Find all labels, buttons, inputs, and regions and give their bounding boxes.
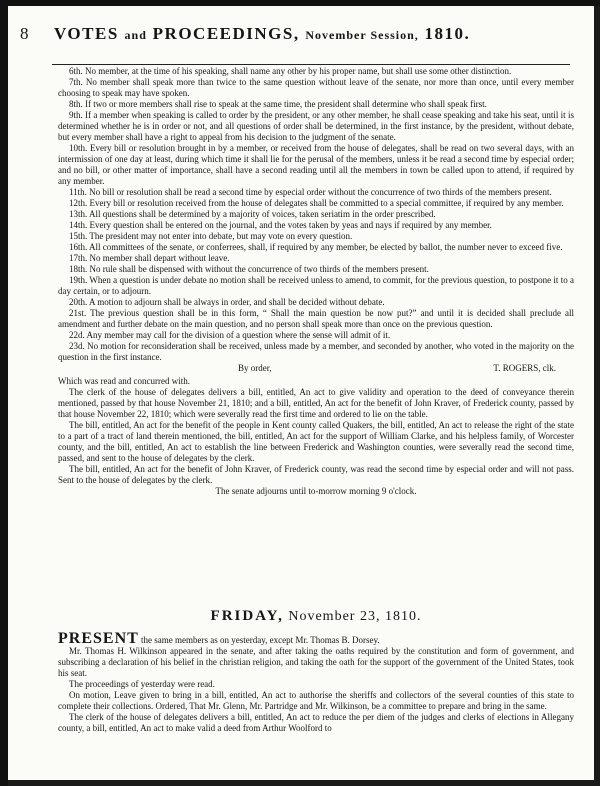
present-text: the same members as on yesterday, except Mr. Thomas B. Dorsey. bbox=[138, 635, 380, 645]
rule-paragraph: 13th. All questions shall be determined by a majority of voices, taken seriatim in the order prescribed. bbox=[69, 209, 436, 219]
rule-paragraph: 21st. The previous question shall be in this form, “ Shall the main question be now put?” and until it is decided shall preclude all amendment and further debate on the main question, and no person shall speak more than once on the previous question. bbox=[58, 308, 574, 329]
rule-paragraph: 10th. Every bill or resolution brought in by a member, or received from the house of delegates, shall be read on two several days, with an intermission of one day at least, during which time it shall lie for the perusal of the members, unless it be read a second time by especial order; and no bill, or other matter of importance, shall have a second reading until all the members in town be called upon to attend, if required by any member. bbox=[58, 143, 574, 186]
friday-paragraph: The clerk of the house of delegates delivers a bill, entitled, An act to reduce the per diem of the judges and clerks of elections in Allegany county, a bill, entitled, An act to make valid a deed from Arthur Woolford to bbox=[58, 712, 574, 733]
title-year: 1810. bbox=[424, 24, 471, 43]
rule-paragraph: 6th. No member, at the time of his speaking, shall name any other by his proper name, but shall use some other distinction. bbox=[69, 66, 512, 76]
rule-paragraph: 20th. A motion to adjourn shall be always in order, and shall be decided without debate. bbox=[69, 297, 385, 307]
rule-paragraph: 12th. Every bill or resolution received from the house of delegates shall be committed to a special committee, if required by any member. bbox=[69, 198, 564, 208]
title-and: and bbox=[124, 28, 147, 42]
proceeding-paragraph: The bill, entitled, An act for the benefit of the people in Kent county called Quakers, the bill, entitled, An act to release the right of the state to a part of a tract of land therein mentioned, the bill, entitled, An act for the support of William Clarke, and his helpless family, of Worcester county, and the bill, entitled, An act to establish the line between Frederick and Washington counties, were severally read the second time, passed, and sent to the house of delegates by the clerk. bbox=[58, 420, 574, 463]
title-proceedings: PROCEEDINGS, bbox=[152, 24, 300, 43]
adjournment-line: The senate adjourns until to-morrow morning 9 o'clock. bbox=[215, 486, 417, 496]
by-order: By order, bbox=[238, 363, 272, 373]
day-heading bbox=[58, 608, 574, 625]
rule-paragraph: 8th. If two or more members shall rise to speak at the same time, the president shall determine who shall speak first. bbox=[69, 99, 487, 109]
page-number: 8 bbox=[20, 24, 30, 43]
rule-paragraph: 15th. The president may not enter into debate, but may vote on every question. bbox=[69, 231, 353, 241]
header-rule bbox=[52, 64, 570, 65]
title-session: November Session, bbox=[305, 28, 419, 42]
rule-paragraph: 7th. No member shall speak more than twice to the same question without leave of the senate, nor more than once, until every member choosing to speak may have spoken. bbox=[58, 77, 574, 98]
signature-line bbox=[58, 363, 574, 374]
friday-paragraph: The proceedings of yesterday were read. bbox=[69, 679, 215, 689]
rule-paragraph: 11th. No bill or resolution shall be read a second time by especial order without the concurrence of two thirds of the members present. bbox=[69, 187, 552, 197]
proceeding-paragraph: Which was read and concurred with. bbox=[58, 376, 190, 386]
friday-paragraph: On motion, Leave given to bring in a bill, entitled, An act to authorise the sheriffs and collectors of the several counties of this state to complete their collections. Ordered, That Mr. Glenn, Mr. Partridge and Mr. Wilkinson, be a committee to prepare and bring in the same. bbox=[58, 690, 574, 711]
proceeding-paragraph: The clerk of the house of delegates delivers a bill, entitled, An act to give validity and operation to the deed of conveyance therein mentioned, passed by that house November 21, 1810; and a bill, entitled, An act for the benefit of John Kraver, of Frederick county, passed by that house November 22, 1810; which were severally read the first time and ordered to lie on the table. bbox=[58, 387, 574, 419]
rule-paragraph: 14th. Every question shall be entered on the journal, and the votes taken by yeas and nays if required by any member. bbox=[69, 220, 492, 230]
day-date: November 23, 1810. bbox=[288, 609, 422, 624]
friday-paragraph: Mr. Thomas H. Wilkinson appeared in the senate, and after taking the oaths required by the constitution and form of government, and subscribing a declaration of his belief in the christian religion, and taking the oath for the support of the government of the United States, took his seat. bbox=[58, 646, 574, 678]
title-votes: VOTES bbox=[54, 24, 119, 43]
rule-paragraph: 16th. All committees of the senate, or conferrees, shall, if required by any member, be elected by ballot, the number never to exceed five. bbox=[69, 242, 563, 252]
clerk-signature: T. ROGERS, clk. bbox=[493, 363, 556, 373]
page-title bbox=[54, 24, 470, 44]
rule-paragraph: 18th. No rule shall be dispensed with without the concurrence of two thirds of the members present. bbox=[69, 264, 429, 274]
rules-section bbox=[58, 66, 574, 497]
proceeding-paragraph: The bill, entitled, An act for the benefit of John Kraver, of Frederick county, was read the second time by especial order and will not pass. Sent to the house of delegates by the clerk. bbox=[58, 464, 574, 485]
day-name: FRIDAY, bbox=[210, 608, 284, 624]
rule-paragraph: 19th. When a question is under debate no motion shall be received unless to amend, to commit, for the previous question, to postpone it to a day certain, or to adjourn. bbox=[58, 275, 574, 296]
present-paragraph bbox=[58, 630, 574, 647]
rule-paragraph: 17th. No member shall depart without leave. bbox=[69, 253, 230, 263]
friday-section bbox=[58, 630, 574, 734]
running-header bbox=[20, 24, 560, 46]
scan-border-left bbox=[0, 0, 8, 786]
dropcap-present: PRESENT bbox=[58, 630, 139, 647]
rule-paragraph: 9th. If a member when speaking is called to order by the president, or any other member, he shall cease speaking and take his seat, until it is determined whether he is in order or not, and all questions of order shall be determined, in the first instance, by the president, without debate, but every member shall have a right to appeal from his decision to the judgment of the senate. bbox=[58, 110, 574, 142]
rule-paragraph: 23d. No motion for reconsideration shall be received, unless made by a member, and seconded by another, who voted in the majority on the question in the first instance. bbox=[58, 341, 574, 362]
rule-paragraph: 22d. Any member may call for the division of a question where the sense will admit of it. bbox=[69, 330, 391, 340]
